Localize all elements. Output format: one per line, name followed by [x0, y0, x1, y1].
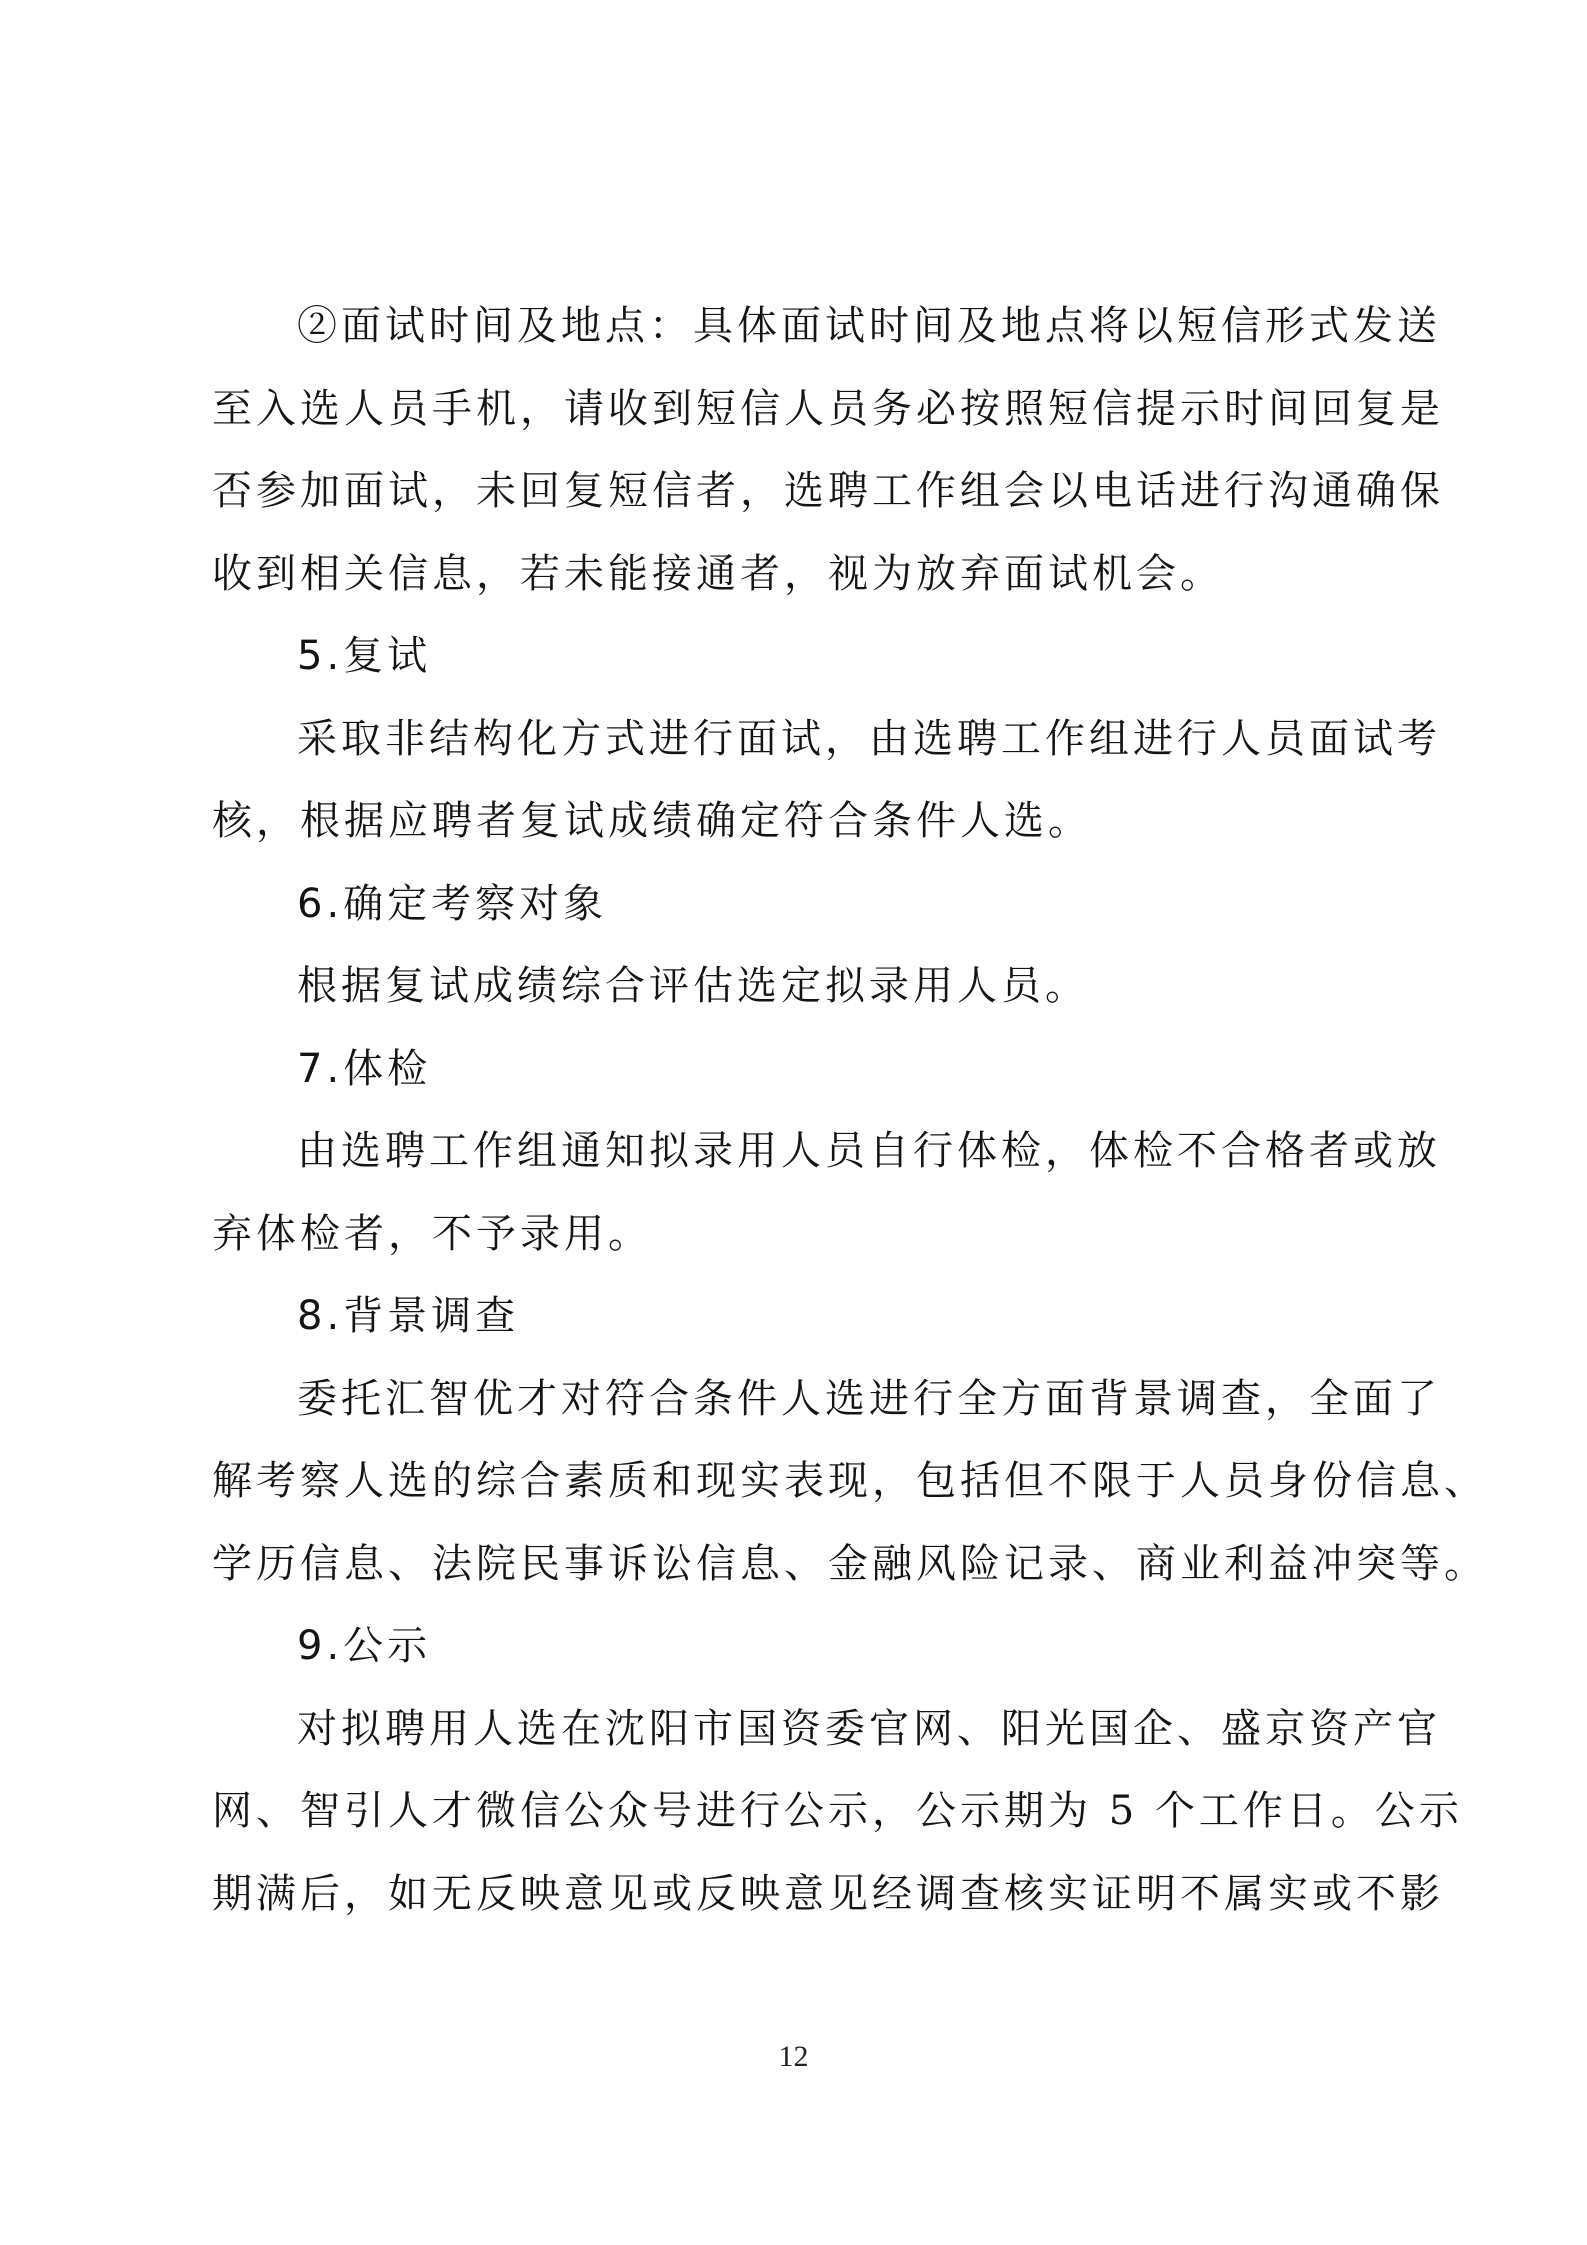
- paragraph-line: 采取非结构化方式进行面试，由选聘工作组进行人员面试考: [297, 715, 1441, 762]
- section-heading-5: 5.复试: [297, 633, 432, 679]
- paragraph-line: 网、智引人才微信公众号进行公示，公示期为 5 个工作日。公示: [212, 1788, 1463, 1834]
- paragraph-line: 委托汇智优才对符合条件人选进行全方面背景调查，全面了: [297, 1375, 1441, 1422]
- paragraph-line: ②面试时间及地点：具体面试时间及地点将以短信形式发送: [297, 303, 1441, 349]
- paragraph-line: 解考察人选的综合素质和现实表现，包括但不限于人员身份信息、: [212, 1458, 1488, 1504]
- paragraph-line: 弃体检者，不予录用。: [212, 1210, 652, 1257]
- paragraph-line: 收到相关信息，若未能接通者，视为放弃面试机会。: [212, 550, 1224, 597]
- paragraph-line: 对拟聘用人选在沈阳市国资委官网、阳光国企、盛京资产官: [297, 1705, 1441, 1752]
- paragraph-line: 否参加面试，未回复短信者，选聘工作组会以电话进行沟通确保: [212, 468, 1444, 514]
- paragraph-line: 期满后，如无反映意见或反映意见经调查核实证明不属实或不影: [212, 1870, 1444, 1917]
- paragraph-line: 根据复试成绩综合评估选定拟录用人员。: [297, 963, 1089, 1009]
- section-heading-6: 6.确定考察对象: [297, 880, 608, 927]
- paragraph-line: 核，根据应聘者复试成绩确定符合条件人选。: [212, 798, 1092, 844]
- section-heading-8: 8.背景调查: [297, 1293, 520, 1339]
- document-body: [212, 285, 1488, 1935]
- section-heading-9: 9.公示: [297, 1623, 432, 1669]
- page-number: 12: [778, 2040, 809, 2073]
- paragraph-line: 学历信息、法院民事诉讼信息、金融风险记录、商业利益冲突等。: [212, 1540, 1488, 1587]
- section-heading-7: 7.体检: [297, 1045, 432, 1092]
- paragraph-line: 由选聘工作组通知拟录用人员自行体检，体检不合格者或放: [297, 1128, 1441, 1174]
- paragraph-line: 至入选人员手机，请收到短信人员务必按照短信提示时间回复是: [212, 385, 1444, 432]
